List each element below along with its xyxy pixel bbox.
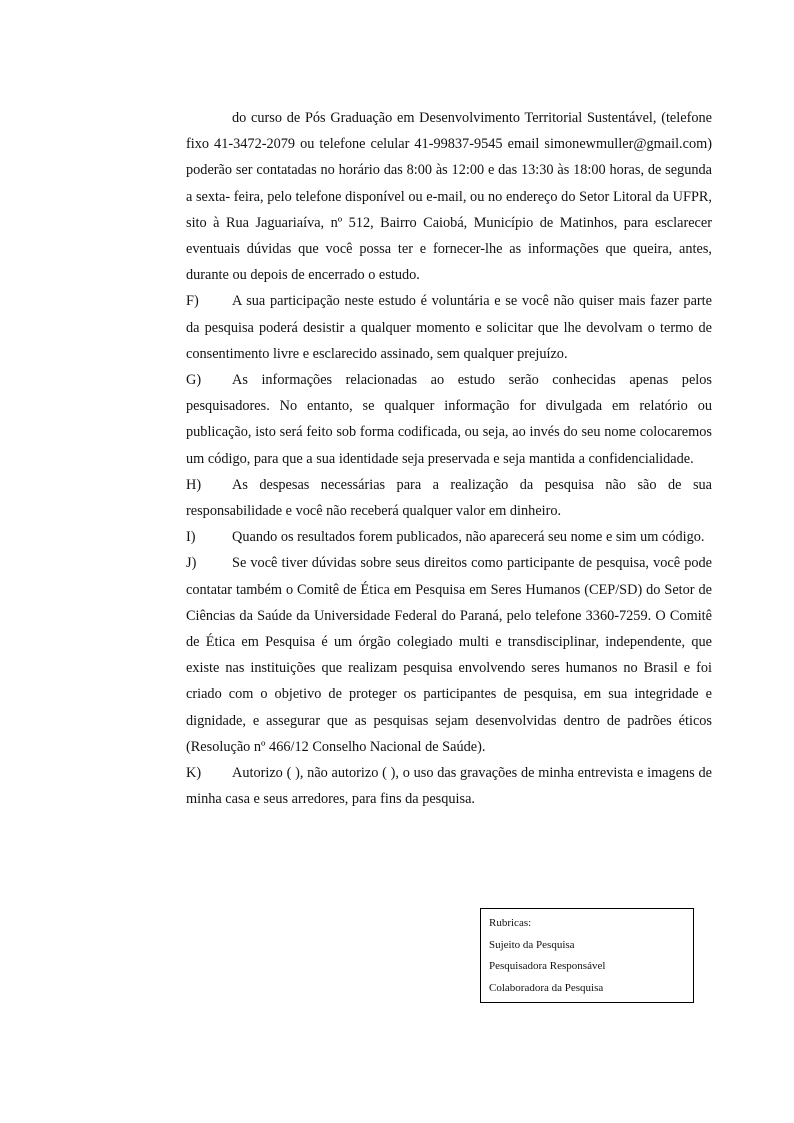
item-label: G) [186,372,202,389]
item-g [186,367,712,472]
item-k [186,760,712,812]
rubricas-line: Pesquisadora Responsável [489,960,606,972]
rubricas-box [480,908,694,1003]
item-text: Autorizo ( ), não autorizo ( ), o uso das gravações de minha entrevista e imagens de minha casa e seus arredores, para fins da pesquisa. [186,765,712,808]
item-label: J) [186,555,197,572]
intro-paragraph: do curso de Pós Graduação em Desenvolvimento Territorial Sustentável, (telefone fixo 41-3472-2079 ou telefone celular 41-99837-9545 email simonewmuller@gmail.com) poderão ser contatadas no horário das 8:00 às 12:00 e das 13:30 às 18:00 horas, de segunda a sexta- feira, pelo telefone disponível ou e-mail, ou no endereço do Setor Litoral da UFPR, sito à Rua Jaguariaíva, nº 512, Bairro Caiobá, Município de Matinhos, para esclarecer eventuais dúvidas que você possa ter e fornecer-lhe as informações que queira, antes, durante ou depois de encerrado o estudo. [186,110,712,284]
item-label: H) [186,476,202,493]
item-j [186,550,712,760]
item-label: I) [186,529,196,546]
item-text: As informações relacionadas ao estudo serão conhecidas apenas pelos pesquisadores. No entanto, se qualquer informação for divulgada em relatório ou publicação, isto será feito sob forma codificada, ou seja, ao invés do seu nome colocaremos um código, para que a sua identidade seja preservada e seja mantida a confidencialidade. [186,372,712,467]
item-f [186,288,712,367]
rubricas-line: Sujeito da Pesquisa [489,938,575,951]
item-label: F) [186,293,199,310]
body-text [186,105,712,812]
item-text: As despesas necessárias para a realização da pesquisa não são de sua responsabilidade e você não receberá qualquer valor em dinheiro. [186,476,712,520]
item-h [186,472,712,524]
rubricas-line: Colaboradora da Pesquisa [489,981,604,994]
item-i [186,524,712,550]
item-text: A sua participação neste estudo é voluntária e se você não quiser mais fazer parte da pesquisa poderá desistir a qualquer momento e solicitar que lhe devolvam o termo de consentimento livre e esclarecido assinado, sem qualquer prejuízo. [186,293,712,362]
item-text: Se você tiver dúvidas sobre seus direitos como participante de pesquisa, você pode contatar também o Comitê de Ética em Pesquisa em Seres Humanos (CEP/SD) do Setor de Ciências da Saúde da Universidade Federal do Paraná, pelo telefone 3360-7259. O Comitê de Ética em Pesquisa é um órgão colegiado multi e transdisciplinar, independente, que existe nas instituições que realizam pesquisa envolvendo seres humanos no Brasil e foi criado com o objetivo de proteger os participantes de pesquisa, em sua integridade e dignidade, e assegurar que as pesquisas sejam desenvolvidas dentro de padrões éticos (Resolução nº 466/12 Conselho Nacional de Saúde). [186,555,712,755]
item-text: Quando os resultados forem publicados, não aparecerá seu nome e sim um código. [232,529,705,546]
item-label: K) [186,765,202,782]
rubricas-title: Rubricas: [489,917,532,929]
